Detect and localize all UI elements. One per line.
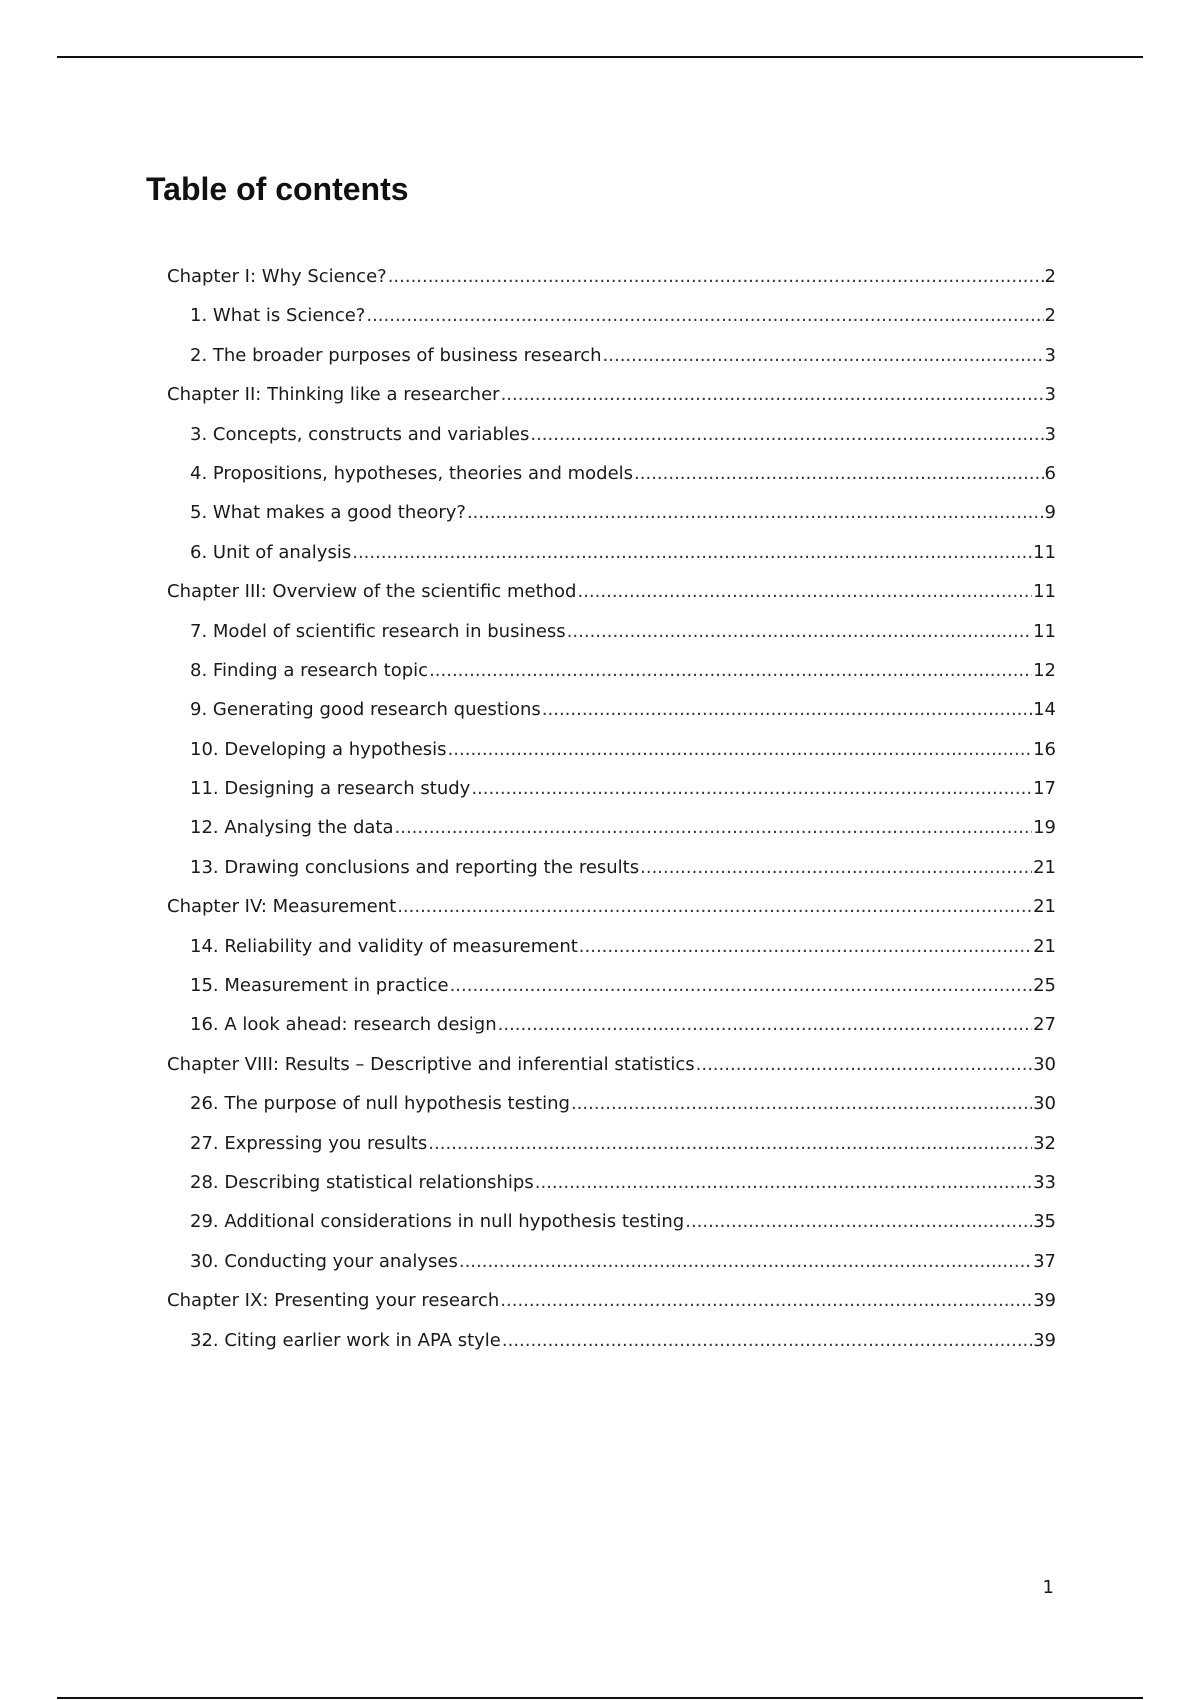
toc-dot-leader [542,690,1032,729]
toc-section-entry[interactable] [167,966,1056,1005]
toc-dot-leader [450,966,1033,1005]
toc-entry-title: 1. What is Science? [190,305,366,327]
toc-entry-page: 30 [1033,1093,1056,1115]
toc-entry-title: 26. The purpose of null hypothesis testing [190,1093,570,1115]
toc-section-entry[interactable] [167,533,1056,572]
toc-entry-title: Chapter II: Thinking like a researcher [167,384,500,406]
toc-entry-page: 37 [1033,1250,1056,1272]
toc-entry-page: 3 [1044,344,1056,366]
toc-dot-leader [395,808,1033,847]
toc-entry-title: Chapter I: Why Science? [167,266,387,287]
toc-chapter-entry[interactable] [167,1281,1056,1320]
toc-entry-page: 30 [1033,1053,1056,1075]
toc-entry-page: 32 [1033,1132,1056,1154]
toc-dot-leader [366,296,1043,335]
toc-entry-title: 29. Additional considerations in null hypothesis testing [190,1211,685,1233]
toc-section-entry[interactable] [167,1124,1056,1163]
toc-section-entry[interactable] [167,1084,1056,1123]
toc-section-entry[interactable] [167,454,1056,493]
toc-section-entry[interactable] [167,651,1056,690]
toc-chapter-entry[interactable] [167,375,1056,414]
toc-entry-title: 2. The broader purposes of business research [190,344,602,366]
toc-entry-page: 33 [1033,1171,1056,1193]
toc-entry-title: 8. Finding a research topic [190,659,429,681]
toc-section-entry[interactable] [167,730,1056,769]
toc-entry-title: Chapter IV: Measurement [167,896,397,918]
toc-entry-title: Chapter VIII: Results – Descriptive and inferential statistics [167,1053,695,1075]
toc-chapter-entry[interactable] [167,257,1056,296]
toc-dot-leader [685,1202,1032,1241]
toc-entry-page: 39 [1033,1290,1056,1312]
toc-entry-page: 19 [1033,817,1056,839]
toc-section-entry[interactable] [167,769,1056,808]
toc-entry-page: 9 [1044,502,1056,524]
toc-dot-leader [535,1163,1032,1202]
toc-entry-page: 35 [1033,1211,1056,1233]
toc-entry-title: 14. Reliability and validity of measurement [190,935,578,957]
toc-section-entry[interactable] [167,1321,1056,1360]
toc-section-entry[interactable] [167,415,1056,454]
toc-dot-leader [634,454,1044,493]
toc-title: Table of contents [146,171,409,207]
page-number: 1 [1042,1577,1054,1598]
toc-entry-title: 9. Generating good research questions [190,699,541,721]
toc-section-entry[interactable] [167,848,1056,887]
toc-entry-page: 14 [1033,699,1056,721]
toc-entry-title: 16. A look ahead: research design [190,1014,497,1036]
toc-entry-title: Chapter IX: Presenting your research [167,1290,500,1312]
toc-chapter-entry[interactable] [167,887,1056,926]
toc-section-entry[interactable] [167,808,1056,847]
toc-entry-page: 21 [1033,856,1056,878]
toc-entry-title: 12. Analysing the data [190,817,394,839]
toc-section-entry[interactable] [167,1242,1056,1281]
toc-dot-leader [388,257,1044,296]
toc-entry-page: 2 [1044,266,1056,287]
toc-section-entry[interactable] [167,690,1056,729]
toc-entry-page: 3 [1044,423,1056,445]
header-rule [57,56,1143,58]
toc-entry-page: 39 [1033,1329,1056,1351]
toc-entry-page: 27 [1033,1014,1056,1036]
toc-section-entry[interactable] [167,1163,1056,1202]
toc-entry-page: 11 [1033,541,1056,563]
toc-dot-leader [571,1084,1032,1123]
toc-entry-page: 11 [1033,620,1056,642]
toc-entry-page: 21 [1033,896,1056,918]
toc-entry-page: 17 [1033,778,1056,800]
toc-dot-leader [530,415,1043,454]
toc-section-entry[interactable] [167,612,1056,651]
toc-dot-leader [448,730,1033,769]
toc-section-entry[interactable] [167,1005,1056,1044]
toc-entry-title: Chapter III: Overview of the scientific method [167,581,577,603]
toc-entry-page: 12 [1033,659,1056,681]
toc-section-entry[interactable] [167,927,1056,966]
toc-entry-title: 6. Unit of analysis [190,541,352,563]
toc-entry-title: 28. Describing statistical relationships [190,1171,534,1193]
toc-entry-page: 16 [1033,738,1056,760]
toc-section-entry[interactable] [167,296,1056,335]
toc-chapter-entry[interactable] [167,1045,1056,1084]
toc-entry-page: 21 [1033,935,1056,957]
toc-entry-page: 6 [1044,462,1056,484]
toc-list [167,257,1056,1360]
toc-dot-leader [459,1242,1032,1281]
toc-entry-page: 3 [1044,384,1056,406]
toc-entry-title: 27. Expressing you results [190,1132,428,1154]
toc-entry-title: 30. Conducting your analyses [190,1250,458,1272]
toc-dot-leader [352,533,1032,572]
footer-rule [57,1697,1143,1699]
toc-section-entry[interactable] [167,1202,1056,1241]
toc-dot-leader [502,1321,1032,1360]
toc-entry-title: 3. Concepts, constructs and variables [190,423,530,445]
toc-entry-title: 15. Measurement in practice [190,975,449,997]
toc-dot-leader [498,1005,1032,1044]
toc-dot-leader [567,612,1032,651]
toc-section-entry[interactable] [167,336,1056,375]
toc-dot-leader [500,1281,1032,1320]
toc-entry-page: 2 [1044,305,1056,327]
toc-dot-leader [428,1124,1032,1163]
toc-dot-leader [579,927,1032,966]
toc-dot-leader [577,572,1032,611]
toc-dot-leader [471,769,1032,808]
toc-dot-leader [429,651,1032,690]
toc-dot-leader [640,848,1032,887]
toc-entry-title: 13. Drawing conclusions and reporting the results [190,856,640,878]
toc-dot-leader [696,1045,1032,1084]
toc-section-entry[interactable] [167,493,1056,532]
toc-entry-title: 32. Citing earlier work in APA style [190,1329,501,1351]
toc-entry-title: 10. Developing a hypothesis [190,738,447,760]
toc-entry-page: 25 [1033,975,1056,997]
toc-entry-title: 5. What makes a good theory? [190,502,466,524]
toc-entry-title: 11. Designing a research study [190,778,471,800]
toc-entry-page: 11 [1033,581,1056,603]
toc-dot-leader [501,375,1044,414]
toc-chapter-entry[interactable] [167,572,1056,611]
toc-entry-title: 4. Propositions, hypotheses, theories and models [190,462,634,484]
toc-entry-title: 7. Model of scientific research in business [190,620,566,642]
toc-dot-leader [603,336,1044,375]
toc-dot-leader [467,493,1044,532]
toc-dot-leader [397,887,1032,926]
